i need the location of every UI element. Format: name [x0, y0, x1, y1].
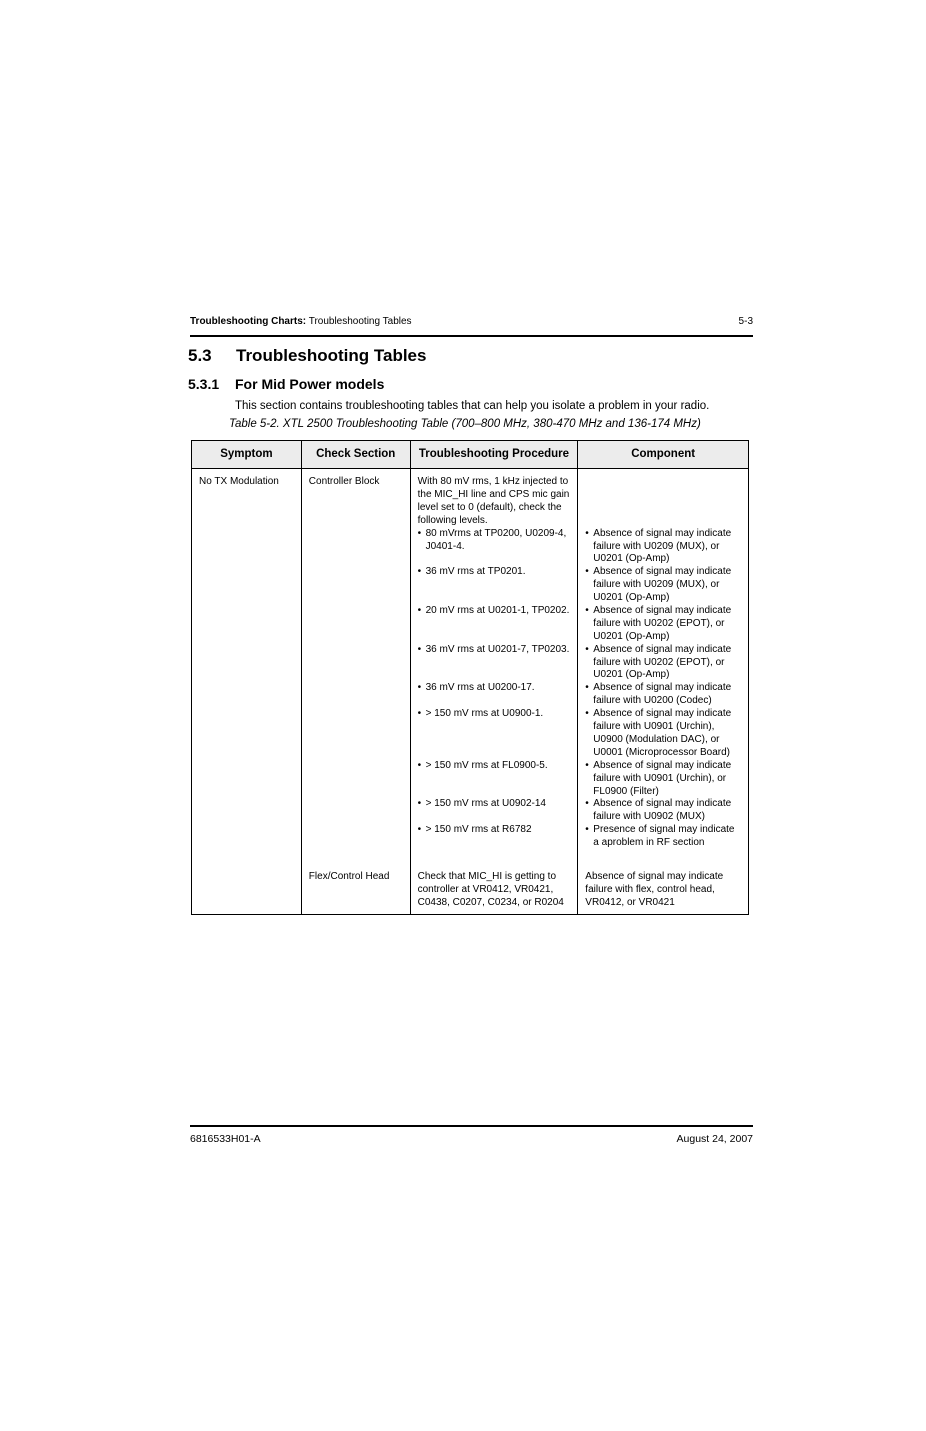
procedure-item [418, 824, 572, 863]
component-item-text: Absence of signal may indicate failure with U0901 (Urchin), U0900 (Modulation DAC), or U0001 (Microprocessor Board) [593, 708, 732, 758]
component-item [585, 644, 742, 683]
procedure-item [418, 760, 572, 799]
bullet: • [585, 566, 589, 578]
subsection-number: 5.3.1 [188, 376, 220, 392]
bullet: • [417, 759, 422, 771]
procedure-item [418, 566, 572, 605]
procedure-item-text: 36 mV rms at TP0201. [425, 566, 526, 578]
header-rule [190, 335, 753, 337]
column-header-procedure: Troubleshooting Procedure [410, 441, 578, 469]
procedure-item [418, 605, 572, 644]
running-header [190, 316, 412, 327]
page-footer [190, 1133, 753, 1147]
component-item-text: Absence of signal may indicate failure with U0902 (MUX) [593, 798, 732, 823]
bullet: • [585, 708, 589, 720]
bullet: • [417, 527, 422, 539]
troubleshooting-table [191, 440, 749, 915]
component-item-text: Absence of signal may indicate failure with U0901 (Urchin), or FL0900 (Filter) [593, 759, 732, 797]
table-caption: Table 5-2. XTL 2500 Troubleshooting Table (700–800 MHz, 380-470 MHz and 136-174 MHz) [229, 418, 701, 430]
component-cell: Absence of signal may indicate failure with flex, control head, VR0412, or VR0421 [578, 871, 749, 914]
symptom-cell [192, 871, 302, 914]
column-header-symptom: Symptom [192, 441, 302, 469]
component-item-text: Absence of signal may indicate failure with U0202 (EPOT), or U0201 (Op-Amp) [593, 643, 732, 681]
component-item [585, 824, 742, 863]
component-item-text: Absence of signal may indicate failure with U0209 (MUX), or U0201 (Op-Amp) [593, 527, 732, 565]
component-cell [578, 469, 749, 871]
check-section-cell: Flex/Control Head [301, 871, 410, 914]
procedure-intro: With 80 mV rms, 1 kHz injected to the MIC_HI line and CPS mic gain level set to 0 (default), check the following levels. [417, 476, 570, 526]
component-item [585, 760, 742, 799]
bullet: • [585, 682, 589, 694]
bullet: • [585, 604, 589, 616]
bullet: • [585, 643, 589, 655]
component-item-text: Absence of signal may indicate failure with U0202 (EPOT), or U0201 (Op-Amp) [593, 604, 732, 642]
page-number: 5-3 [738, 316, 753, 327]
bullet: • [585, 824, 589, 836]
procedure-item-text: > 150 mV rms at U0900-1. [425, 708, 544, 720]
bullet: • [585, 798, 589, 810]
bullet: • [417, 566, 422, 578]
procedure-item [418, 644, 572, 683]
procedure-cell: Check that MIC_HI is getting to controller at VR0412, VR0421, C0438, C0207, C0234, or R0204 [410, 871, 578, 914]
procedure-item [418, 682, 572, 708]
bullet: • [417, 682, 422, 694]
bullet: • [417, 824, 422, 836]
procedure-cell [410, 469, 578, 871]
symptom-cell: No TX Modulation [192, 469, 302, 871]
bullet: • [417, 643, 422, 655]
procedure-item-text: 80 mVrms at TP0200, U0209-4, J0401-4. [425, 527, 567, 552]
column-header-check-section: Check Section [301, 441, 410, 469]
table-row [192, 469, 749, 871]
footer-rule [190, 1125, 753, 1127]
procedure-item [418, 708, 572, 760]
section-title: Troubleshooting Tables [236, 346, 427, 365]
component-item-text: Absence of signal may indicate failure with U0200 (Codec) [593, 682, 732, 707]
bullet: • [585, 527, 589, 539]
bullet: • [417, 708, 422, 720]
bullet: • [585, 759, 589, 771]
column-header-component: Component [578, 441, 749, 469]
component-item [585, 682, 742, 708]
bullet: • [417, 604, 422, 616]
procedure-item-text: > 150 mV rms at R6782 [425, 824, 532, 836]
procedure-item-text: 36 mV rms at U0200-17. [425, 682, 535, 694]
running-header-subsection: Troubleshooting Tables [306, 316, 412, 327]
procedure-item-text: > 150 mV rms at FL0900-5. [425, 759, 548, 771]
bullet: • [417, 798, 422, 810]
procedure-item-text: > 150 mV rms at U0902-14 [425, 798, 546, 810]
component-item [585, 605, 742, 644]
procedure-item-text: 36 mV rms at U0201-7, TP0203. [425, 643, 570, 655]
table-row [192, 871, 749, 914]
procedure-item-text: 20 mV rms at U0201-1, TP0202. [425, 604, 570, 616]
check-section-cell: Controller Block [301, 469, 410, 871]
component-item-text: Absence of signal may indicate failure with U0209 (MUX), or U0201 (Op-Amp) [593, 566, 732, 604]
procedure-item [418, 528, 572, 567]
section-number: 5.3 [188, 346, 212, 365]
table-header-row [192, 441, 749, 469]
component-item [585, 708, 742, 760]
publication-date: August 24, 2007 [676, 1133, 753, 1145]
component-item [585, 528, 742, 567]
component-item [585, 798, 742, 824]
component-spacer [585, 476, 742, 528]
intro-paragraph: This section contains troubleshooting tables that can help you isolate a problem in your radio. [235, 400, 710, 412]
component-item-text: Presence of signal may indicate a aproblem in RF section [593, 824, 735, 849]
document-number: 6816533H01-A [190, 1133, 261, 1145]
procedure-item [418, 798, 572, 824]
subsection-title: For Mid Power models [235, 376, 385, 392]
running-header-section: Troubleshooting Charts: [190, 316, 307, 327]
page-header [190, 316, 753, 330]
component-item [585, 566, 742, 605]
